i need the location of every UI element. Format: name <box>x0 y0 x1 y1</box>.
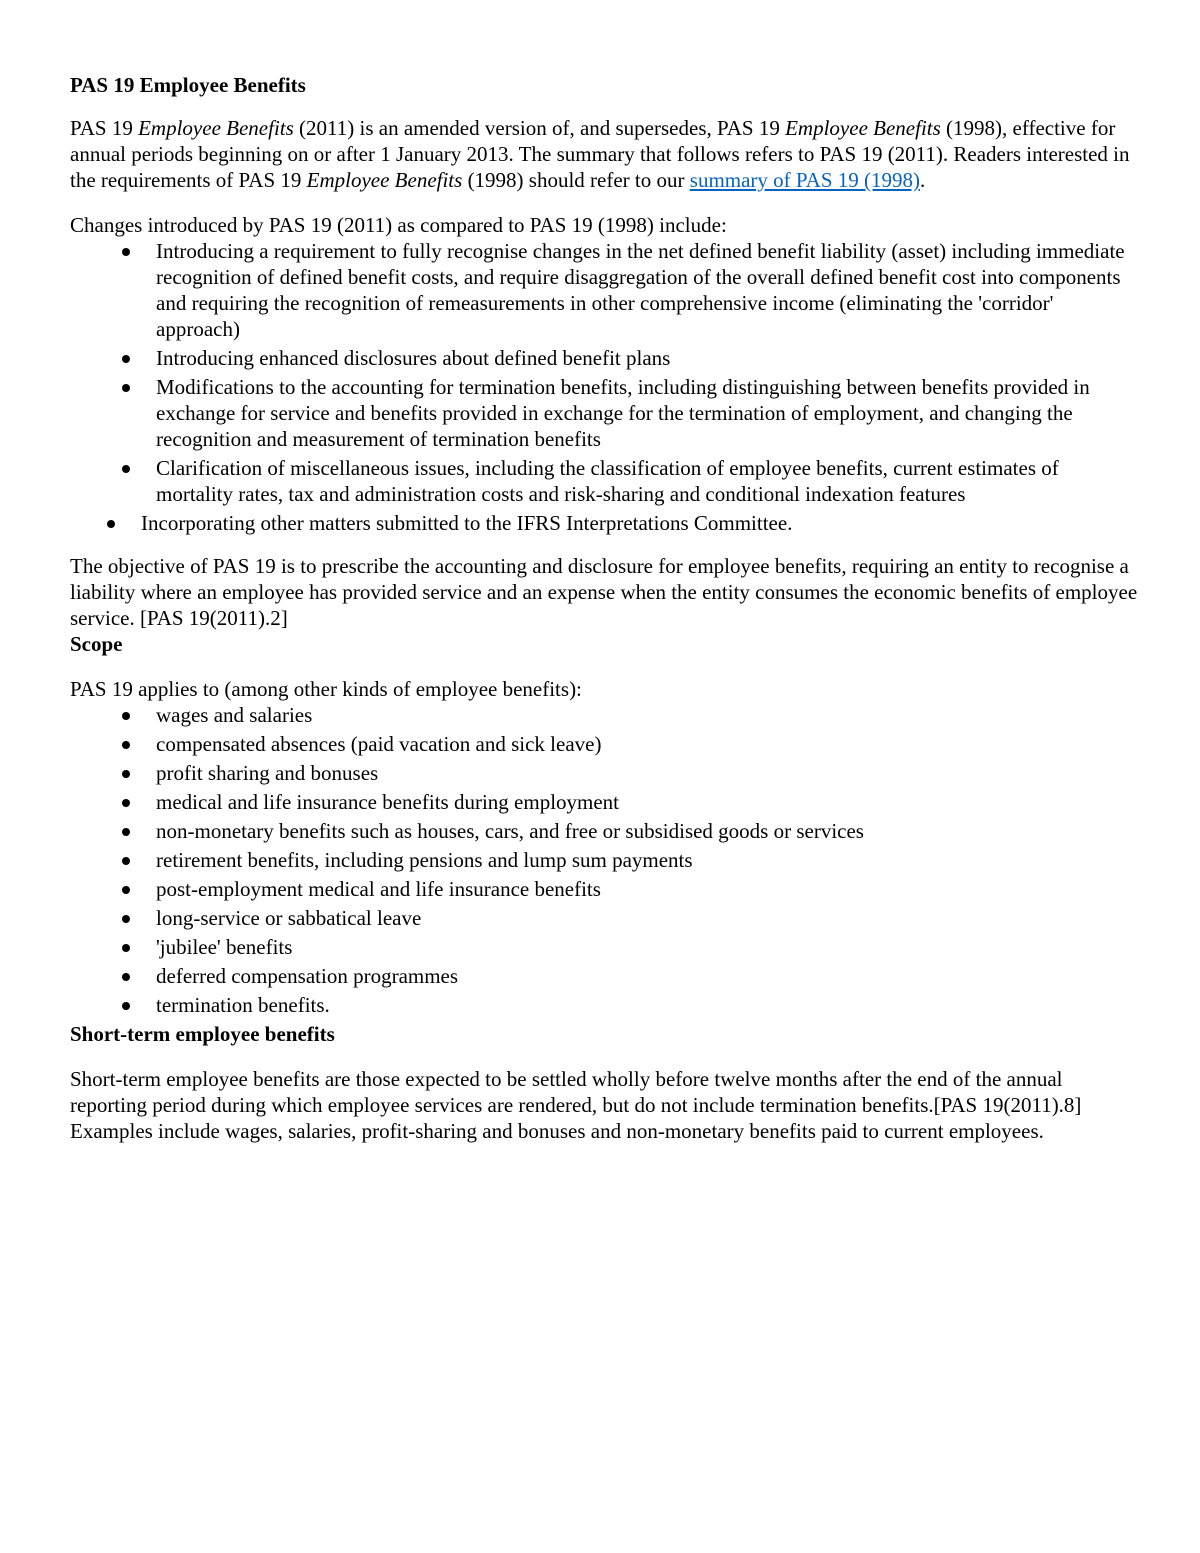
bullet-icon <box>122 770 130 778</box>
intro-text-2: (2011) is an amended version of, and supersedes, PAS 19 <box>293 116 786 140</box>
list-item-text: compensated absences (paid vacation and sick leave) <box>156 732 602 756</box>
list-item-text: Clarification of miscellaneous issues, including the classification of employee benefits, current estimates of mortality rates, tax and administration costs and risk-sharing and conditional indexation features <box>156 456 1059 506</box>
bullet-icon <box>122 944 130 952</box>
short-term-heading: Short-term employee benefits <box>70 1022 335 1046</box>
changes-list <box>70 238 1140 536</box>
intro-paragraph <box>70 115 1140 193</box>
bullet-icon <box>122 886 130 894</box>
list-item-text: Incorporating other matters submitted to the IFRS Interpretations Committee. <box>141 511 793 535</box>
list-item <box>70 905 1140 931</box>
bullet-icon <box>122 355 130 363</box>
list-item-text: deferred compensation programmes <box>156 964 459 988</box>
document-content <box>70 72 1140 1144</box>
list-item <box>70 934 1140 960</box>
list-item-text: Modifications to the accounting for termination benefits, including distinguishing between benefits provided in exchange for service and benefits provided in exchange for the termination of employment, and changing the recognition and measurement of termination benefits <box>156 375 1090 451</box>
list-item-text: non-monetary benefits such as houses, cars, and free or subsidised goods or services <box>156 819 864 843</box>
bullet-icon <box>122 465 130 473</box>
list-item-text: termination benefits. <box>156 993 330 1017</box>
list-item <box>70 789 1140 815</box>
list-item <box>70 238 1140 342</box>
list-item-text: 'jubilee' benefits <box>156 935 293 959</box>
intro-text-4: (1998) should refer to our <box>462 168 690 192</box>
intro-italic-1: Employee Benefits <box>138 116 294 140</box>
list-item <box>70 374 1140 452</box>
scope-lead: PAS 19 applies to (among other kinds of employee benefits): <box>70 677 582 701</box>
intro-text-3: (1998), effective for annual periods beginning on or after 1 January 2013. The summary that follows refers to PAS 19 (2011). Readers interested in the requirements of PAS 19 <box>70 116 1130 192</box>
bullet-icon <box>122 857 130 865</box>
list-item <box>70 818 1140 844</box>
list-item <box>70 847 1140 873</box>
bullet-icon <box>122 248 130 256</box>
bullet-icon <box>122 741 130 749</box>
intro-text-1: PAS 19 <box>70 116 139 140</box>
list-item-text: wages and salaries <box>156 703 313 727</box>
page-title: PAS 19 Employee Benefits <box>70 73 306 97</box>
intro-italic-2: Employee Benefits <box>785 116 941 140</box>
bullet-icon <box>122 384 130 392</box>
bullet-icon <box>122 712 130 720</box>
list-item-text: Introducing a requirement to fully recognise changes in the net defined benefit liability (asset) including immediate recognition of defined benefit costs, and require disaggregation of the overall defined benefit cost into components and requiring the recognition of remeasurements in other comprehensive income (eliminating the 'corridor' approach) <box>156 239 1125 341</box>
short-term-paragraph: Short-term employee benefits are those expected to be settled wholly before twelve months after the end of the annual reporting period during which employee services are rendered, but do not include termination benefits.[PAS 19(2011).8] Examples include wages, salaries, profit-sharing and bonuses and non-monetary benefits paid to current employees. <box>70 1067 1082 1143</box>
list-item-text: Introducing enhanced disclosures about defined benefit plans <box>156 346 671 370</box>
summary-pas19-1998-link[interactable]: summary of PAS 19 (1998) <box>689 168 920 192</box>
list-item <box>70 760 1140 786</box>
intro-italic-3: Employee Benefits <box>306 168 463 192</box>
bullet-icon <box>122 828 130 836</box>
list-item <box>70 963 1140 989</box>
list-item <box>70 702 1140 728</box>
intro-text-5: . <box>920 168 926 192</box>
list-item-text: medical and life insurance benefits during employment <box>156 790 620 814</box>
bullet-icon <box>122 915 130 923</box>
objective-paragraph: The objective of PAS 19 is to prescribe the accounting and disclosure for employee benefits, requiring an entity to recognise a liability where an employee has provided service and an expense when the entity consumes the economic benefits of employee service. [PAS 19(2011).2] <box>70 554 1138 630</box>
list-item-text: retirement benefits, including pensions and lump sum payments <box>156 848 693 872</box>
list-item-text: post-employment medical and life insurance benefits <box>156 877 601 901</box>
list-item-text: long-service or sabbatical leave <box>156 906 422 930</box>
list-item <box>70 876 1140 902</box>
bullet-icon <box>122 1002 130 1010</box>
bullet-icon <box>122 799 130 807</box>
list-item-text: profit sharing and bonuses <box>156 761 379 785</box>
bullet-icon <box>122 973 130 981</box>
list-item <box>70 455 1140 507</box>
list-item <box>70 731 1140 757</box>
list-item <box>70 992 1140 1018</box>
scope-list <box>70 702 1140 1018</box>
scope-heading: Scope <box>70 632 123 656</box>
list-item <box>70 510 1140 536</box>
list-item <box>70 345 1140 371</box>
changes-lead: Changes introduced by PAS 19 (2011) as compared to PAS 19 (1998) include: <box>70 213 727 237</box>
bullet-icon <box>107 520 115 528</box>
